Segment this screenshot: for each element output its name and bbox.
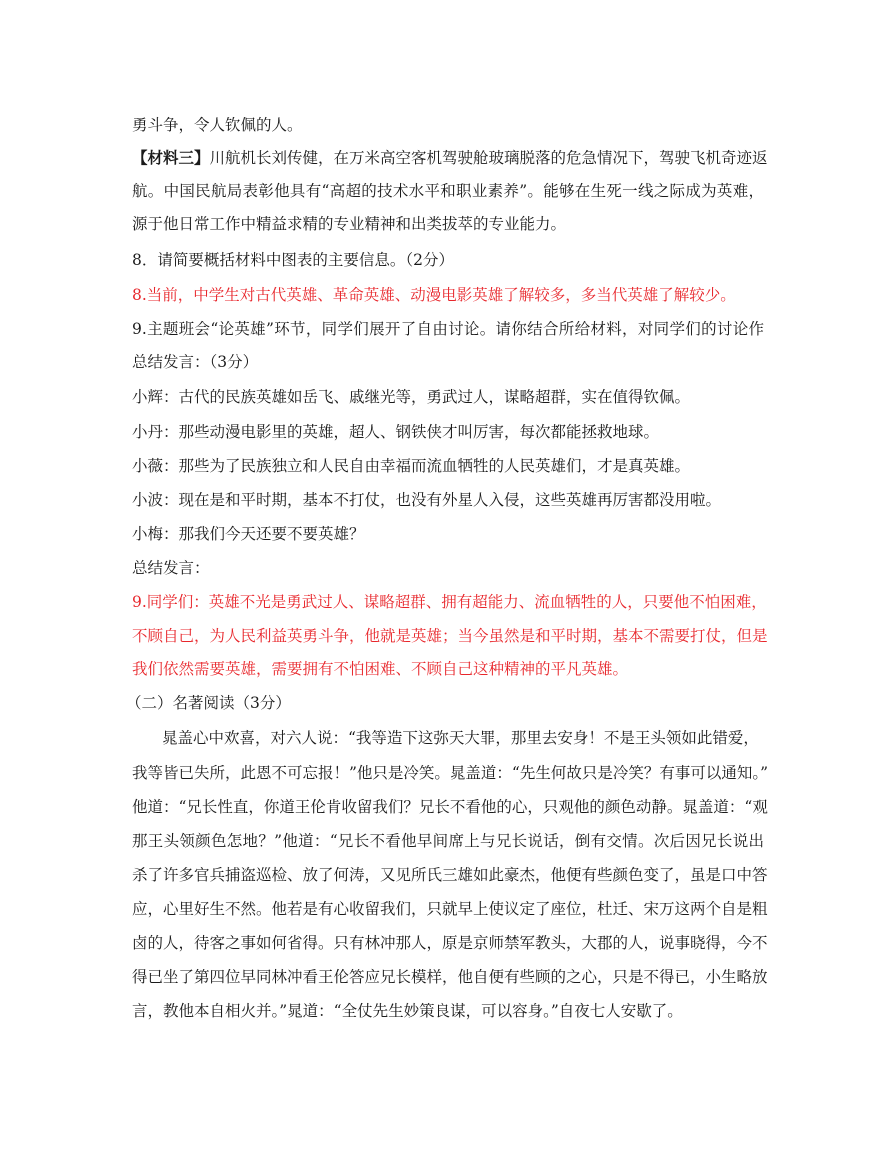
answer-9-cont: 不顾自己，为人民利益英勇斗争，他就是英雄；当今虽然是和平时期，基本不需要打仗，但是 [132,627,768,645]
material-3-label: 【材料三】 [132,148,210,167]
discussion-xiaobo: 小波：现在是和平时期，基本不打仗，也没有外星人入侵，这些英雄再厉害都没用啦。 [132,491,722,509]
question-8: 8．请简要概括材料中图表的主要信息。（2分） [132,251,454,269]
text-line: 勇斗争，令人钦佩的人。 [132,116,303,134]
passage-line: 他道：“兄长性直，你道王伦肯收留我们？兄长不看他的心，只观他的颜色动静。晁盖道：“观 [132,798,768,816]
passage-line: 应，心里好生不然。他若是有心收留我们，只就早上使议定了座位，杜迁、宋万这两个自是粗 [132,900,768,918]
answer-9-cont: 我们依然需要英雄，需要拥有不怕困难、不顾自己这种精神的平凡英雄。 [132,660,629,678]
text-line: 源于他日常工作中精益求精的专业精神和出类拔萃的专业能力。 [132,215,567,233]
discussion-xiaohui: 小辉：古代的民族英雄如岳飞、戚继光等，勇武过人，谋略超群，实在值得钦佩。 [132,388,691,406]
passage-line: 得已坐了第四位早同林冲看王伦答应兄长模样，他自便有些顾的之心，只是不得已，小生略放 [132,968,768,986]
answer-8: 8.当前，中学生对古代英雄、革命英雄、动漫电影英雄了解较多，多当代英雄了解较少。 [132,286,736,304]
section-heading: （二）名著阅读（3分） [126,694,291,712]
text-line: 川航机长刘传健，在万米高空客机驾驶舱玻璃脱落的危急情况下，驾驶飞机奇迹返 [209,149,768,167]
passage-line: 晁盖心中欢喜，对六人说：“我等造下这弥天大罪，那里去安身！不是王头领如此错爱， [162,729,759,747]
question-9-cont: 总结发言：（3分） [132,353,259,371]
text-line: 航。中国民航局表彰他具有“高超的技术水平和职业素养”。能够在生死一线之际成为英难， [132,182,764,200]
passage-line: 那王头领颜色怎地？”他道：“兄长不看他早间席上与兄长说话，倒有交情。次后因兄长说出 [132,832,764,850]
passage-line: 卤的人，待客之事如何省得。只有林冲那人，原是京师禁军教头，大郡的人，说事晓得，今不 [132,934,768,952]
discussion-xiaomei: 小梅：那我们今天还要不要英雄？ [132,525,365,543]
passage-line: 杀了许多官兵捕盗巡检、放了何涛，又见所氏三雄如此豪杰，他便有些颜色变了，虽是口中答 [132,866,768,884]
passage-line: 言，教他本自相火并。”晁道：“全仗先生妙策良谋，可以容身。”自夜七人安歇了。 [132,1002,683,1020]
material-3-line [132,147,768,169]
summary-label: 总结发言： [132,559,210,577]
discussion-xiaodan: 小丹：那些动漫电影里的英雄，超人、钢铁侠才叫厉害，每次都能拯救地球。 [132,423,660,441]
discussion-xiaowei: 小薇：那些为了民族独立和人民自由幸福而流血牺牲的人民英雄们，才是真英雄。 [132,457,691,475]
answer-9: 9.同学们：英雄不光是勇武过人、谋略超群、拥有超能力、流血牺牲的人，只要他不怕困难， [132,593,767,611]
question-9: 9.主题班会“论英雄”环节，同学们展开了自由讨论。请你结合所给材料，对同学们的讨论作 [132,320,764,338]
passage-line: 我等皆已失所，此恩不可忘报！”他只是冷笑。晁盖道：“先生何故只是冷笑？有事可以通知。” [132,764,769,782]
